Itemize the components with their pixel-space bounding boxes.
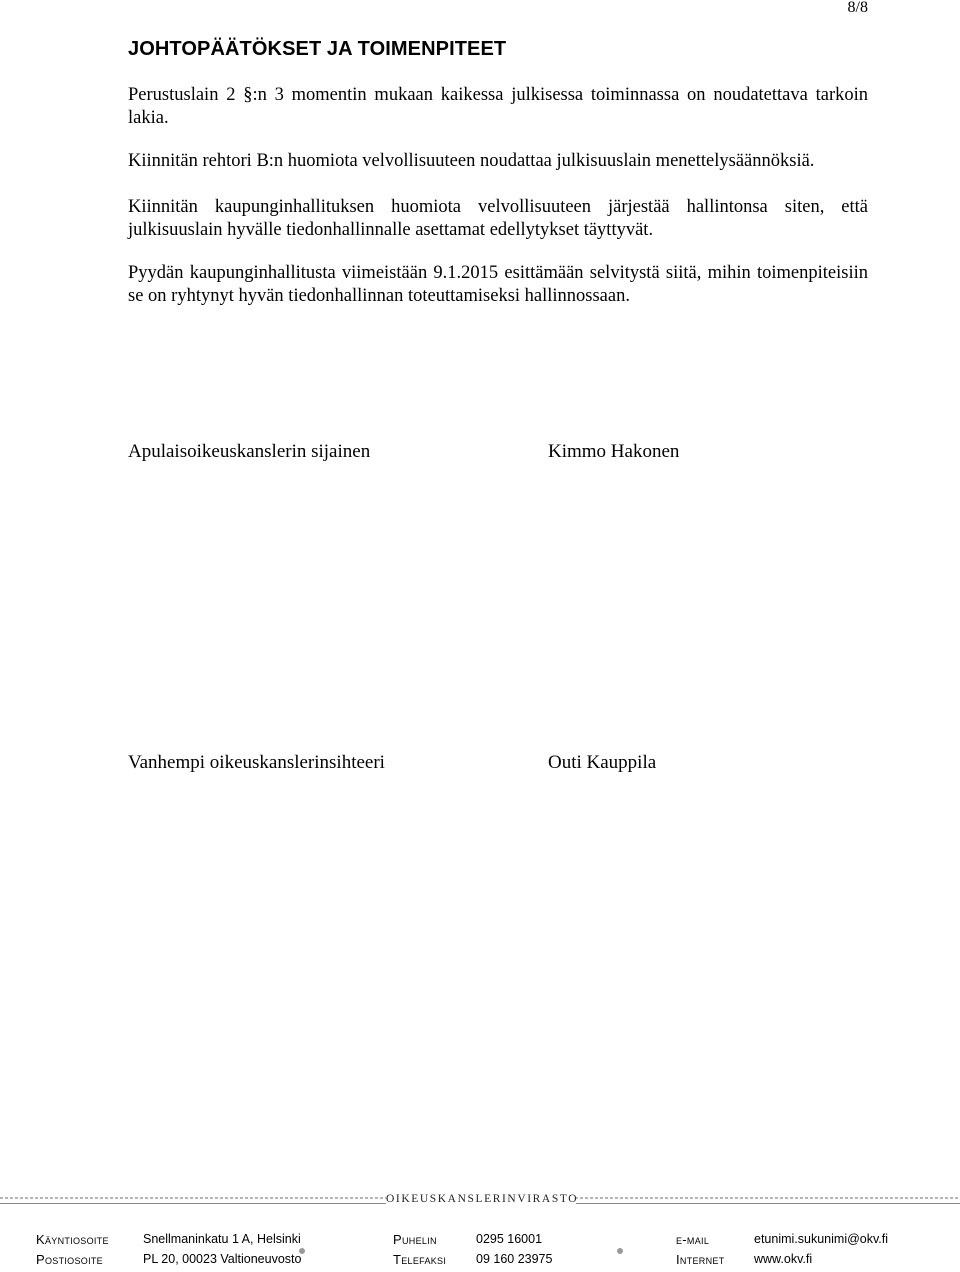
paragraph-1: Perustuslain 2 §:n 3 momentin mukaan kaikessa julkisessa toiminnassa on noudatettava tarkoin lakia. [128, 85, 868, 128]
footer-brand [386, 1186, 579, 1212]
signatory-title-1: Apulaisoikeuskanslerin sijainen [128, 441, 371, 462]
footer-row-visiting [36, 1232, 936, 1252]
paragraph-2: Kiinnitän rehtori B:n huomiota velvollisuuteen noudattaa julkisuuslain menettelysäännöksiä. [128, 151, 815, 171]
label-postal-address: Postiosoite [36, 1252, 103, 1267]
label-phone: Puhelin [393, 1232, 437, 1247]
email-address[interactable]: etunimi.sukunimi@okv.fi [754, 1232, 889, 1246]
label-email: e-mail [676, 1232, 710, 1247]
section-heading: JOHTOPÄÄTÖKSET JA TOIMENPITEET [128, 38, 507, 60]
page-number: 8/8 [847, 0, 868, 16]
fax-number: 09 160 23975 [476, 1252, 553, 1266]
paragraph-4: Pyydän kaupunginhallitusta viimeistään 9.1.2015 esittämään selvitystä siitä, mihin toimenpiteisiin se on ryhtynyt hyvän tiedonhallinnan toteuttamiseksi hallinnossaan. [128, 263, 868, 306]
paragraph-3: Kiinnitän kaupunginhallituksen huomiota velvollisuuteen järjestää hallintonsa siten, että julkisuuslain hyvälle tiedonhallinnalle asettamat edellytykset täyttyvät. [128, 197, 868, 240]
label-internet: Internet [676, 1252, 725, 1267]
label-visiting-address: Käyntiosoite [36, 1232, 109, 1247]
brand-logotype: OIKEUSKANSLERINVIRASTO [386, 1193, 579, 1205]
footer-contact [36, 1232, 936, 1272]
website-link[interactable]: www.okv.fi [754, 1252, 813, 1266]
phone-number: 0295 16001 [476, 1232, 543, 1246]
label-fax: Telefaksi [393, 1252, 447, 1267]
footer-row-postal [36, 1252, 936, 1272]
signatory-title-2: Vanhempi oikeuskanslerinsihteeri [128, 752, 385, 773]
visiting-address: Snellmaninkatu 1 A, Helsinki [143, 1232, 301, 1246]
postal-address: PL 20, 00023 Valtioneuvosto [143, 1252, 302, 1266]
signatory-name-2: Outi Kauppila [548, 752, 657, 773]
signatory-name-1: Kimmo Hakonen [548, 441, 680, 462]
